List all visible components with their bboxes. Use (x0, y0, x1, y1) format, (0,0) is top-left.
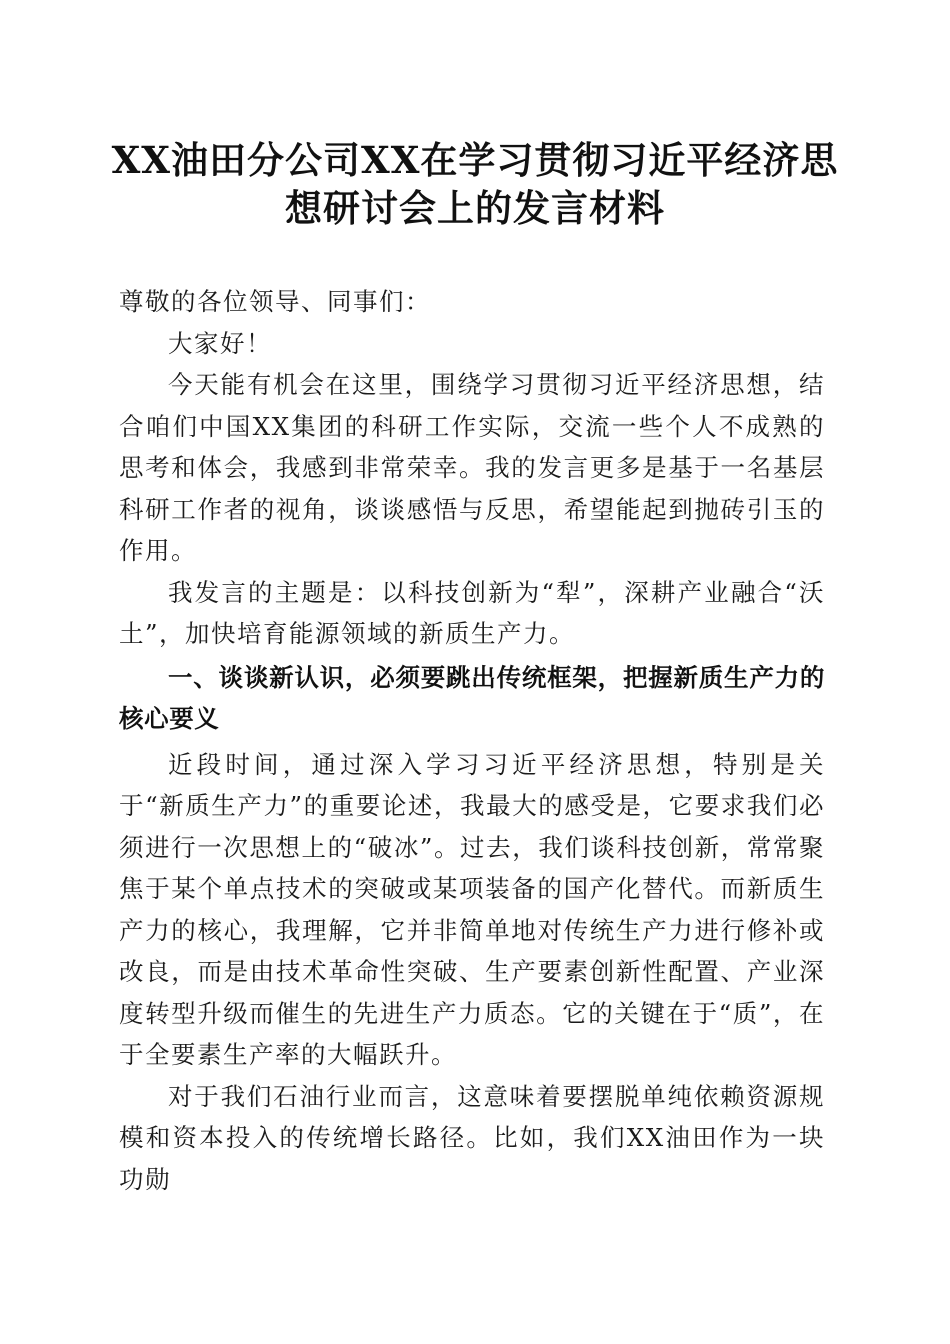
paragraph-intro: 今天能有机会在这里，围绕学习贯彻习近平经济思想，结合咱们中国XX集团的科研工作实际，交流一些个人不成熟的思考和体会，我感到非常荣幸。我的发言更多是基于一名基层科研工作者的视角，谈谈感悟与反思，希望能起到抛砖引玉的作用。 (119, 370, 825, 565)
greeting: 大家好！ (168, 328, 272, 358)
paragraph-section-1: 近段时间，通过深入学习习近平经济思想，特别是关于“新质生产力”的重要论述，我最大的感受是，它要求我们必须进行一次思想上的“破冰”。过去，我们谈科技创新，常常聚焦于某个单点技术的突破或某项装备的国产化替代。而新质生产力的核心，我理解，它并非简单地对传统生产力进行修补或改良，而是由技术革命性突破、生产要素创新性配置、产业深度转型升级而催生的先进生产力质态。它的关键在于“质”，在于全要素生产率的大幅跃升。 (119, 749, 825, 1069)
document-title: XX油田分公司XX在学习贯彻习近平经济思想研讨会上的发言材料 (111, 138, 839, 230)
paragraph-theme: 我发言的主题是：以科技创新为“犁”，深耕产业融合“沃土”，加快培育能源领域的新质生产力。 (119, 577, 825, 648)
section-heading: 一、谈谈新认识，必须要跳出传统框架，把握新质生产力的核心要义 (119, 662, 825, 733)
document-body (119, 281, 825, 1200)
paragraph-section-2: 对于我们石油行业而言，这意味着要摆脱单纯依赖资源规模和资本投入的传统增长路径。比如，我们XX油田作为一块功勋 (119, 1081, 825, 1194)
salutation: 尊敬的各位领导、同事们： (119, 287, 431, 316)
